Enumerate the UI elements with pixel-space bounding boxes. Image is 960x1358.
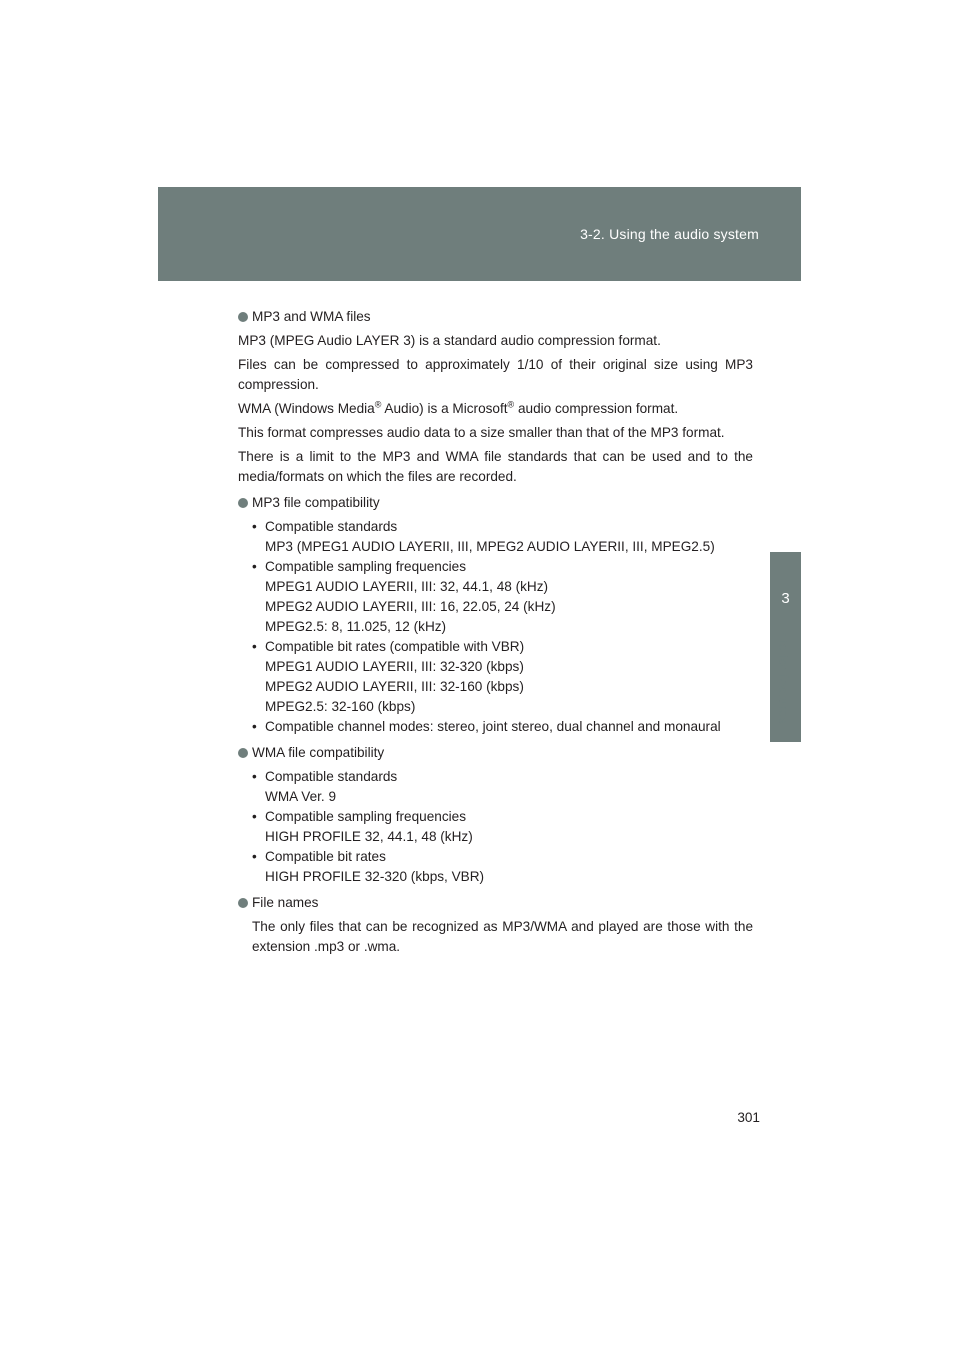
paragraph: Files can be compressed to approximately 1/10 of their original size using MP3 compression.: [238, 357, 753, 392]
list-item: • Compatible sampling frequencies MPEG1 AUDIO LAYERII, III: 32, 44.1, 48 (kHz) MPEG2 AUDIO LAYERII, III: 16, 22.05, 24 (kHz) MPEG2.5: 8, 11.025, 12 (kHz): [252, 559, 556, 634]
list-item: • Compatible sampling frequencies HIGH PROFILE 32, 44.1, 48 (kHz): [252, 809, 473, 844]
list-item: • Compatible bit rates (compatible with VBR) MPEG1 AUDIO LAYERII, III: 32-320 (kbps) MPEG2 AUDIO LAYERII, III: 32-160 (kbps) MPEG2.5: 32-160 (kbps): [252, 639, 525, 714]
heading-mp3-wma-files: MP3 and WMA files: [238, 307, 753, 327]
section-header-band: [158, 187, 801, 281]
paragraph-wma: WMA (Windows Media® Audio) is a Microsoft® audio compression format.: [238, 399, 679, 416]
page-content: [238, 307, 753, 961]
mp3-compatibility-list: [252, 517, 753, 737]
bullet-circle-icon: [238, 312, 248, 322]
heading-file-names: File names: [238, 893, 753, 913]
paragraph-file-names: The only files that can be recognized as MP3/WMA and played are those with the extension .mp3 or .wma.: [252, 919, 753, 954]
chapter-number: 3: [781, 590, 790, 607]
list-item: • Compatible channel modes: stereo, joint stereo, dual channel and monaural: [252, 719, 721, 734]
heading-mp3-compatibility: MP3 file compatibility: [238, 493, 753, 513]
paragraph: This format compresses audio data to a size smaller than that of the MP3 format.: [238, 425, 725, 440]
paragraph: There is a limit to the MP3 and WMA file standards that can be used and to the media/formats on which the files are recorded.: [238, 449, 753, 484]
list-item: • Compatible standards WMA Ver. 9: [252, 769, 398, 804]
bullet-circle-icon: [238, 498, 248, 508]
paragraph: MP3 (MPEG Audio LAYER 3) is a standard audio compression format.: [238, 333, 661, 348]
bullet-circle-icon: [238, 748, 248, 758]
heading-wma-compatibility: WMA file compatibility: [238, 743, 753, 763]
bullet-circle-icon: [238, 898, 248, 908]
list-item: • Compatible standards MP3 (MPEG1 AUDIO LAYERII, III, MPEG2 AUDIO LAYERII, III, MPEG2.5): [252, 519, 715, 554]
wma-compatibility-list: [252, 767, 753, 887]
list-item: • Compatible bit rates HIGH PROFILE 32-320 (kbps, VBR): [252, 849, 485, 884]
section-title: 3-2. Using the audio system: [580, 226, 759, 242]
chapter-label: Interior features: [776, 628, 791, 725]
page-number: 301: [737, 1110, 760, 1125]
